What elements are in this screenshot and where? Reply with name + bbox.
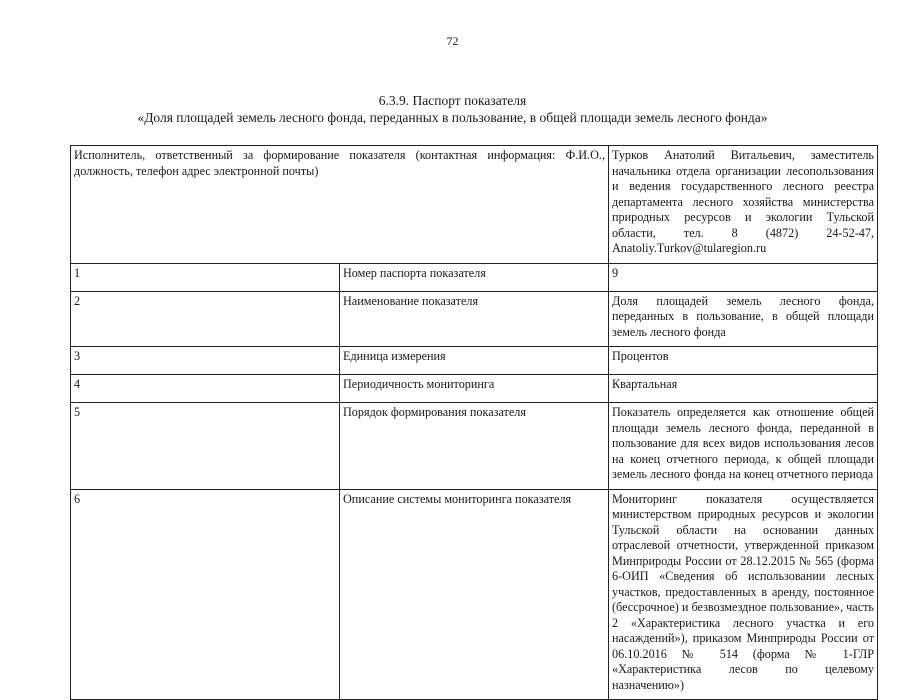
passport-table	[70, 145, 878, 700]
row-value: Мониторинг показателя осуществляется министерством природных ресурсов и экологии Тульской области на основании данных отраслевой отчетности, утвержденной приказом Минприроды России от 28.12.2015 № 565 (форма 6-ОИП «Сведения об использовании лесных участков, предоставленных в аренду, постоянное (бессрочное) и безвозмездное пользование», часть 2 «Характеристика лесного участка и его насаждений»), приказом Минприроды России от 06.10.2016 № 514 (форма № 1-ГЛР «Характеристика лесов по целевому назначению»)	[609, 489, 878, 700]
header-label: Исполнитель, ответственный за формирование показателя (контактная информация: Ф.И.О., должность, телефон адрес электронной почты)	[71, 146, 609, 264]
document-title	[0, 92, 905, 126]
table-row	[71, 489, 878, 700]
table-row	[71, 291, 878, 347]
row-label: Номер паспорта показателя	[340, 263, 609, 291]
row-value: Показатель определяется как отношение общей площади земель лесного фонда, переданной в пользование для всех видов использования лесов на конец отчетного периода, к общей площади земель лесного фонда на конец отчетного периода	[609, 403, 878, 490]
row-value: 9	[609, 263, 878, 291]
header-row	[71, 146, 878, 264]
row-label: Единица измерения	[340, 347, 609, 375]
row-value: Процентов	[609, 347, 878, 375]
row-number: 3	[71, 347, 340, 375]
header-value: Турков Анатолий Витальевич, заместитель начальника отдела организации лесопользования и ведения государственного лесного реестра департамента лесного хозяйства министерства природных ресурсов и экологии Тульской области, тел. 8 (4872) 24-52-47, Anatoliy.Turkov@tularegion.ru	[609, 146, 878, 264]
title-line-2: «Доля площадей земель лесного фонда, переданных в пользование, в общей площади земель лесного фонда»	[137, 110, 768, 125]
table-row	[71, 263, 878, 291]
page-number: 72	[446, 34, 459, 48]
row-value: Доля площадей земель лесного фонда, переданных в пользование, в общей площади земель лесного фонда	[609, 291, 878, 347]
row-number: 2	[71, 291, 340, 347]
table-row	[71, 375, 878, 403]
row-label: Наименование показателя	[340, 291, 609, 347]
row-number: 1	[71, 263, 340, 291]
table-row	[71, 403, 878, 490]
row-label: Порядок формирования показателя	[340, 403, 609, 490]
row-number: 5	[71, 403, 340, 490]
row-label: Описание системы мониторинга показателя	[340, 489, 609, 700]
row-number: 6	[71, 489, 340, 700]
row-value: Квартальная	[609, 375, 878, 403]
row-label: Периодичность мониторинга	[340, 375, 609, 403]
title-line-1: 6.3.9. Паспорт показателя	[378, 93, 527, 108]
row-number: 4	[71, 375, 340, 403]
table-row	[71, 347, 878, 375]
